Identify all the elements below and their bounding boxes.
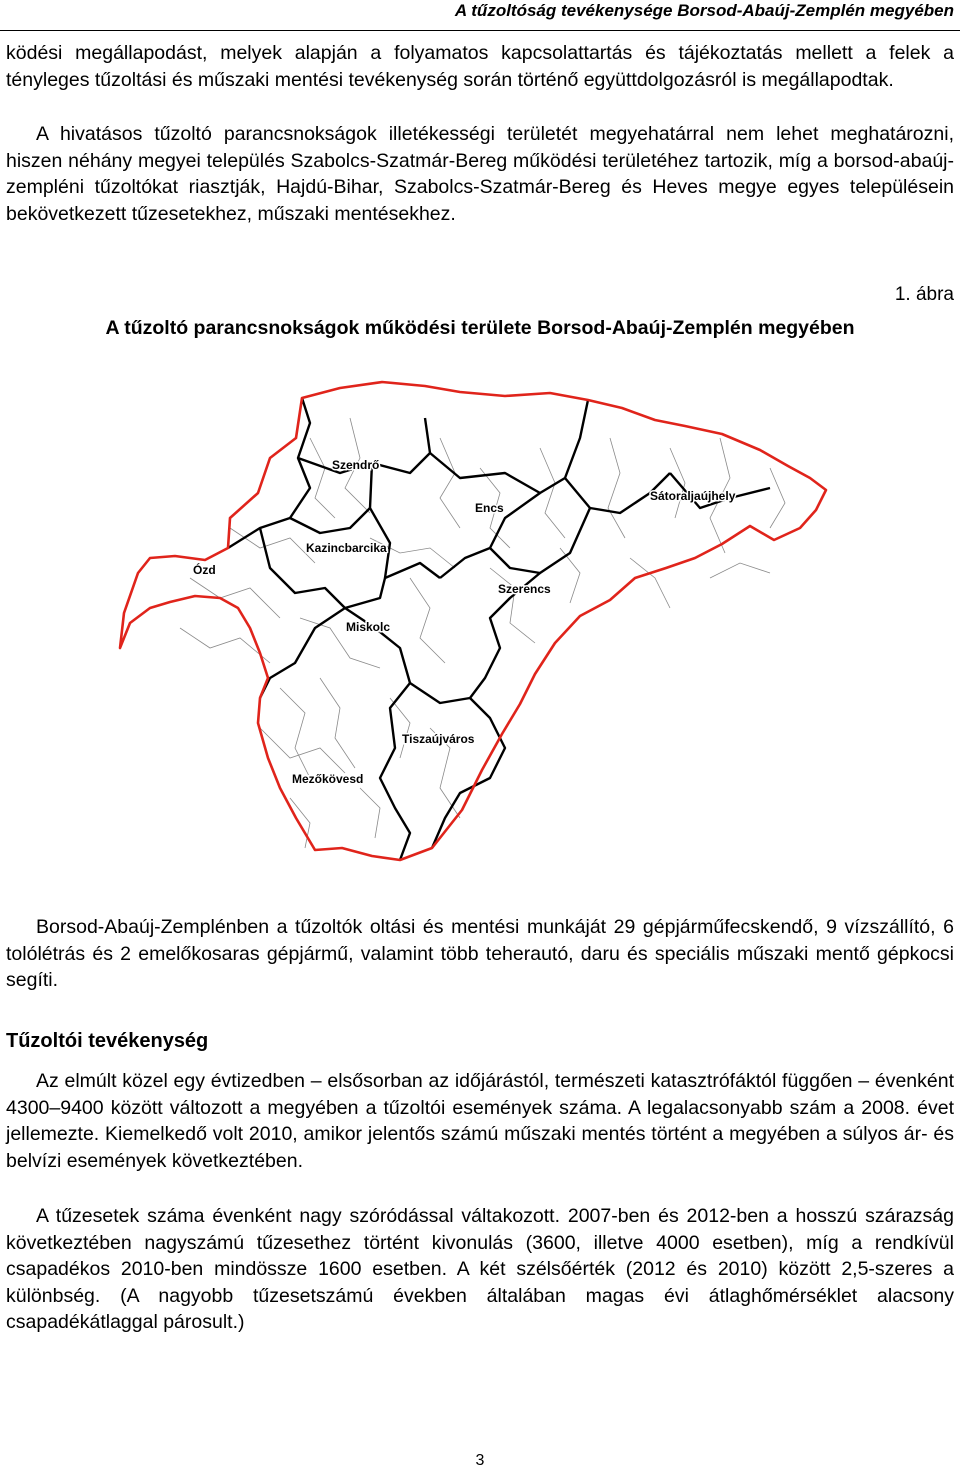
map-label-encs: Encs xyxy=(475,501,504,515)
intro-paragraph-1: ködési megállapodást, melyek alapján a folyamatos kapcsolattartás és tájékoztatás mellett a felek a tényleges tűzoltási és műszaki mentési tevékenység során történő együttdolgozásról is megállapodtak. xyxy=(6,42,954,91)
map-label-satoraljaujhely: Sátoraljaújhely xyxy=(650,489,736,503)
figure-number: 1. ábra xyxy=(894,284,954,305)
map-label-ozd: Ózd xyxy=(193,563,216,577)
page-number: 3 xyxy=(475,1452,485,1469)
county-map xyxy=(110,378,840,872)
county-border xyxy=(120,382,826,860)
section-heading: Tűzoltói tevékenység xyxy=(6,1030,209,1052)
running-title: A tűzoltóság tevékenysége Borsod-Abaúj-Zemplén megyében xyxy=(454,1,954,20)
map-label-tiszaujvaros: Tiszaújváros xyxy=(402,732,475,746)
map-label-szendro: Szendrő xyxy=(332,458,380,472)
map-label-mezokovesd: Mezőkövesd xyxy=(292,772,364,786)
vehicles-paragraph: Borsod-Abaúj-Zemplénben a tűzoltók oltási és mentési munkáját 29 gépjárműfecskendő, 9 vízszállító, 6 tolólétrás és 2 emelőkosaras gépjármű, valamint több teherautó, daru és speciális műszaki mentő gépkocsi segíti. xyxy=(6,916,954,991)
town-labels xyxy=(193,458,736,786)
figure-caption: A tűzoltó parancsnokságok működési területe Borsod-Abaúj-Zemplén megyében xyxy=(105,317,855,339)
map-label-szerencs: Szerencs xyxy=(498,582,551,596)
events-paragraph: Az elmúlt közel egy évtizedben – elsősorban az időjárástól, természeti katasztrófáktól függően – évenként 4300–9400 között változott a megyében a tűzoltói események száma. A legalacsonyabb szám a 2008. évet jellemezte. Kiemelkedő volt 2010, amikor jelentős számú műszaki mentés történt a megyében a súlyos ár- és belvízi események következtében. xyxy=(6,1070,954,1172)
intro-paragraph-2: A hivatásos tűzoltó parancsnokságok illetékességi területét megyehatárral nem lehet meghatározni, hiszen néhány megyei település Szabolcs-Szatmár-Bereg működési területéhez tartozik, míg a borsod-abaúj-zempléni tűzoltókat riasztják, Hajdú-Bihar, Szabolcs-Szatmár-Bereg és Heves megye egyes településein bekövetkezett tűzesetekhez, műszaki mentésekhez. xyxy=(6,123,954,225)
map-label-miskolc: Miskolc xyxy=(346,620,391,634)
municipal-boundaries xyxy=(180,418,785,848)
district-boundaries xyxy=(228,398,770,860)
fires-paragraph: A tűzesetek száma évenként nagy szóródással váltakozott. 2007-ben és 2012-ben a hosszú szárazság következtében nagyszámú tűzesethez történt kivonulás (3600, illetve 4000 esetben), míg a rendkívül csapadékos 2010-ben mindössze 1600 esetben. A két szélsőérték (2012 és 2010) között 2,5-szeres a különbség. (A nagyobb tűzesetszámú években általában magas évi átlaghőmérséklet alacsony csapadékátlaggal párosult.) xyxy=(6,1205,954,1333)
map-label-kazincbarcika: Kazincbarcika xyxy=(306,541,387,555)
page-header xyxy=(0,0,960,31)
